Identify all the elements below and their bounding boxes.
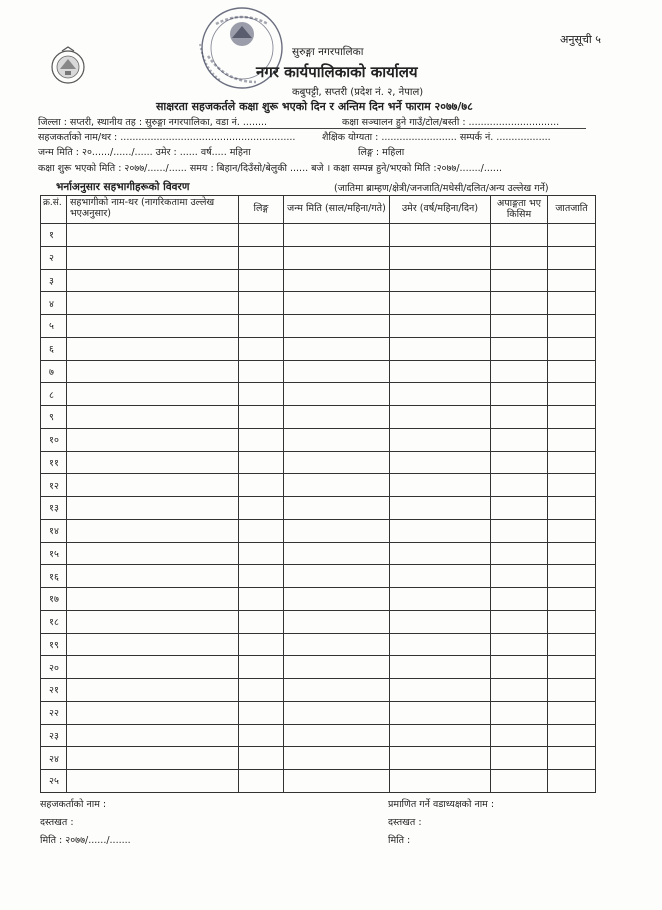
cell-dob[interactable] bbox=[284, 588, 390, 611]
cell-caste[interactable] bbox=[548, 588, 596, 611]
cell-age[interactable] bbox=[390, 406, 491, 429]
row-serial: २३ bbox=[41, 724, 67, 747]
office-address: कबुपट्टी, सप्तरी (प्रदेश नं. २, नेपाल) bbox=[292, 87, 424, 98]
cell-dob[interactable] bbox=[284, 292, 390, 315]
cell-name[interactable] bbox=[67, 656, 239, 679]
cell-name[interactable] bbox=[67, 701, 239, 724]
table-row bbox=[41, 565, 596, 588]
table-row bbox=[41, 701, 596, 724]
cell-caste[interactable] bbox=[548, 656, 596, 679]
cell-caste[interactable] bbox=[548, 474, 596, 497]
table-row bbox=[41, 633, 596, 656]
cell-disability[interactable] bbox=[491, 360, 548, 383]
cell-disability[interactable] bbox=[491, 269, 548, 292]
cell-age[interactable] bbox=[390, 315, 491, 338]
cell-name[interactable] bbox=[67, 337, 239, 360]
cell-name[interactable] bbox=[67, 246, 239, 269]
cell-age[interactable] bbox=[390, 747, 491, 770]
cell-disability[interactable] bbox=[491, 383, 548, 406]
section-heading: भर्नाअनुसार सहभागीहरूको विवरण bbox=[56, 181, 190, 193]
cell-age[interactable] bbox=[390, 428, 491, 451]
cell-caste[interactable] bbox=[548, 679, 596, 702]
row-serial: ९ bbox=[41, 406, 67, 429]
cell-gender[interactable] bbox=[239, 337, 284, 360]
cell-caste[interactable] bbox=[548, 610, 596, 633]
cell-dob[interactable] bbox=[284, 565, 390, 588]
date-left-label: मिति : २०७७/....../....... bbox=[40, 835, 131, 846]
cell-name[interactable] bbox=[67, 428, 239, 451]
row-serial: १३ bbox=[41, 497, 67, 520]
cell-disability[interactable] bbox=[491, 633, 548, 656]
col-serial: क्र.सं. bbox=[41, 196, 67, 224]
cell-name[interactable] bbox=[67, 474, 239, 497]
col-caste: जातजाति bbox=[548, 196, 596, 224]
cell-name[interactable] bbox=[67, 588, 239, 611]
facilitator-name-field: सहजकर्ताको नाम/थर : .......................................................... bbox=[38, 132, 296, 143]
table-row bbox=[41, 360, 596, 383]
cell-gender[interactable] bbox=[239, 269, 284, 292]
cell-gender[interactable] bbox=[239, 360, 284, 383]
cell-gender[interactable] bbox=[239, 519, 284, 542]
cell-name[interactable] bbox=[67, 451, 239, 474]
nepal-emblem-icon bbox=[48, 45, 88, 85]
row-serial: ३ bbox=[41, 269, 67, 292]
cell-gender[interactable] bbox=[239, 451, 284, 474]
cell-caste[interactable] bbox=[548, 542, 596, 565]
cell-name[interactable] bbox=[67, 747, 239, 770]
col-gender: लिङ्ग bbox=[239, 196, 284, 224]
row-serial: ११ bbox=[41, 451, 67, 474]
cell-disability[interactable] bbox=[491, 224, 548, 247]
cell-caste[interactable] bbox=[548, 747, 596, 770]
row-serial: १७ bbox=[41, 588, 67, 611]
cell-age[interactable] bbox=[390, 451, 491, 474]
cell-age[interactable] bbox=[390, 292, 491, 315]
cell-dob[interactable] bbox=[284, 451, 390, 474]
cell-age[interactable] bbox=[390, 588, 491, 611]
cell-dob[interactable] bbox=[284, 747, 390, 770]
cell-name[interactable] bbox=[67, 519, 239, 542]
cell-disability[interactable] bbox=[491, 497, 548, 520]
cell-caste[interactable] bbox=[548, 337, 596, 360]
table-row bbox=[41, 497, 596, 520]
col-dob: जन्म मिति (साल/महिना/गते) bbox=[284, 196, 390, 224]
caste-note: (जातिमा ब्राम्हण/क्षेत्री/जनजाति/मधेसी/दलित/अन्य उल्लेख गर्ने) bbox=[334, 183, 549, 194]
cell-dob[interactable] bbox=[284, 656, 390, 679]
row-serial: २२ bbox=[41, 701, 67, 724]
cell-caste[interactable] bbox=[548, 315, 596, 338]
cell-disability[interactable] bbox=[491, 337, 548, 360]
cell-dob[interactable] bbox=[284, 542, 390, 565]
cell-name[interactable] bbox=[67, 633, 239, 656]
cell-dob[interactable] bbox=[284, 497, 390, 520]
cell-caste[interactable] bbox=[548, 451, 596, 474]
cell-gender[interactable] bbox=[239, 679, 284, 702]
signature-right-label: दस्तखत : bbox=[388, 817, 422, 828]
row-serial: ६ bbox=[41, 337, 67, 360]
cell-name[interactable] bbox=[67, 383, 239, 406]
cell-dob[interactable] bbox=[284, 633, 390, 656]
cell-age[interactable] bbox=[390, 610, 491, 633]
cell-age[interactable] bbox=[390, 701, 491, 724]
cell-disability[interactable] bbox=[491, 679, 548, 702]
table-row bbox=[41, 428, 596, 451]
signature-left-label: दस्तखत : bbox=[40, 817, 74, 828]
row-serial: ८ bbox=[41, 383, 67, 406]
cell-gender[interactable] bbox=[239, 565, 284, 588]
cell-dob[interactable] bbox=[284, 724, 390, 747]
table-row bbox=[41, 474, 596, 497]
cell-dob[interactable] bbox=[284, 428, 390, 451]
cell-gender[interactable] bbox=[239, 770, 284, 793]
cell-name[interactable] bbox=[67, 406, 239, 429]
cell-name[interactable] bbox=[67, 497, 239, 520]
annex-number: अनुसूची ५ bbox=[560, 33, 601, 46]
cell-caste[interactable] bbox=[548, 770, 596, 793]
ward-chair-name-label: प्रमाणित गर्ने वडाध्यक्षको नाम : bbox=[388, 799, 495, 810]
row-serial: १६ bbox=[41, 565, 67, 588]
cell-caste[interactable] bbox=[548, 246, 596, 269]
table-row bbox=[41, 679, 596, 702]
table-row bbox=[41, 724, 596, 747]
cell-age[interactable] bbox=[390, 633, 491, 656]
table-row bbox=[41, 406, 596, 429]
cell-age[interactable] bbox=[390, 337, 491, 360]
date-right-label: मिति : bbox=[388, 835, 411, 846]
cell-dob[interactable] bbox=[284, 519, 390, 542]
cell-disability[interactable] bbox=[491, 474, 548, 497]
table-row bbox=[41, 519, 596, 542]
birthdate-age-field: जन्म मिति : २०....../....../...... उमेर : ...... वर्ष..... महिना bbox=[38, 147, 251, 158]
row-serial: २ bbox=[41, 246, 67, 269]
class-schedule-field: कक्षा शुरू भएको मिति : २०७७/....../...... समय : बिहान/दिउँसो/बेलुकी ...... बजे । कक्षा सम्पन्न हुने/भएको मिति :२०७७/......./...... bbox=[38, 163, 502, 174]
table-row bbox=[41, 315, 596, 338]
cell-disability[interactable] bbox=[491, 315, 548, 338]
cell-name[interactable] bbox=[67, 724, 239, 747]
row-serial: १५ bbox=[41, 542, 67, 565]
cell-gender[interactable] bbox=[239, 474, 284, 497]
row-serial: १२ bbox=[41, 474, 67, 497]
cell-age[interactable] bbox=[390, 542, 491, 565]
cell-gender[interactable] bbox=[239, 656, 284, 679]
cell-name[interactable] bbox=[67, 315, 239, 338]
cell-caste[interactable] bbox=[548, 292, 596, 315]
cell-caste[interactable] bbox=[548, 701, 596, 724]
municipality-name: सुरुङ्गा नगरपालिका bbox=[292, 46, 364, 58]
qualification-contact-field: शैक्षिक योग्यता : ......................... सम्पर्क नं. .................. bbox=[322, 132, 551, 143]
cell-disability[interactable] bbox=[491, 406, 548, 429]
cell-name[interactable] bbox=[67, 360, 239, 383]
cell-name[interactable] bbox=[67, 224, 239, 247]
row-serial: २० bbox=[41, 656, 67, 679]
cell-dob[interactable] bbox=[284, 701, 390, 724]
cell-age[interactable] bbox=[390, 679, 491, 702]
cell-disability[interactable] bbox=[491, 565, 548, 588]
cell-gender[interactable] bbox=[239, 292, 284, 315]
cell-disability[interactable] bbox=[491, 246, 548, 269]
cell-dob[interactable] bbox=[284, 474, 390, 497]
row-serial: १८ bbox=[41, 610, 67, 633]
table-row bbox=[41, 337, 596, 360]
office-stamp-icon bbox=[186, 4, 286, 100]
cell-gender[interactable] bbox=[239, 701, 284, 724]
class-location-field: कक्षा सञ्चालन हुने गाउँ/टोल/बस्ती : .............................. bbox=[342, 117, 560, 128]
table-row bbox=[41, 246, 596, 269]
office-title: नगर कार्यपालिकाको कार्यालय bbox=[256, 63, 418, 81]
cell-name[interactable] bbox=[67, 269, 239, 292]
cell-disability[interactable] bbox=[491, 542, 548, 565]
cell-gender[interactable] bbox=[239, 224, 284, 247]
cell-age[interactable] bbox=[390, 770, 491, 793]
cell-gender[interactable] bbox=[239, 633, 284, 656]
row-serial: २४ bbox=[41, 747, 67, 770]
cell-age[interactable] bbox=[390, 497, 491, 520]
cell-disability[interactable] bbox=[491, 292, 548, 315]
table-header-row bbox=[41, 196, 596, 224]
divider bbox=[38, 128, 586, 129]
cell-caste[interactable] bbox=[548, 519, 596, 542]
cell-name[interactable] bbox=[67, 679, 239, 702]
cell-age[interactable] bbox=[390, 246, 491, 269]
row-serial: १ bbox=[41, 224, 67, 247]
row-serial: २१ bbox=[41, 679, 67, 702]
table-row bbox=[41, 224, 596, 247]
cell-disability[interactable] bbox=[491, 610, 548, 633]
district-line: जिल्ला : सप्तरी, स्थानीय तह : सुरुङ्गा नगरपालिका, वडा नं. ........ bbox=[38, 117, 268, 128]
cell-age[interactable] bbox=[390, 565, 491, 588]
cell-name[interactable] bbox=[67, 542, 239, 565]
cell-gender[interactable] bbox=[239, 246, 284, 269]
row-serial: १० bbox=[41, 428, 67, 451]
cell-gender[interactable] bbox=[239, 747, 284, 770]
cell-gender[interactable] bbox=[239, 383, 284, 406]
cell-dob[interactable] bbox=[284, 269, 390, 292]
row-serial: १९ bbox=[41, 633, 67, 656]
table-row bbox=[41, 588, 596, 611]
cell-caste[interactable] bbox=[548, 360, 596, 383]
cell-caste[interactable] bbox=[548, 383, 596, 406]
cell-gender[interactable] bbox=[239, 610, 284, 633]
table-row bbox=[41, 610, 596, 633]
cell-age[interactable] bbox=[390, 224, 491, 247]
cell-gender[interactable] bbox=[239, 497, 284, 520]
table-row bbox=[41, 656, 596, 679]
cell-disability[interactable] bbox=[491, 747, 548, 770]
col-name: सहभागीको नाम-थर (नागरिकतामा उल्लेख भएअनुसार) bbox=[67, 196, 239, 224]
cell-dob[interactable] bbox=[284, 315, 390, 338]
cell-age[interactable] bbox=[390, 269, 491, 292]
cell-dob[interactable] bbox=[284, 224, 390, 247]
cell-caste[interactable] bbox=[548, 565, 596, 588]
cell-caste[interactable] bbox=[548, 633, 596, 656]
row-serial: २५ bbox=[41, 770, 67, 793]
table-row bbox=[41, 542, 596, 565]
table-row bbox=[41, 747, 596, 770]
col-age: उमेर (वर्ष/महिना/दिन) bbox=[390, 196, 491, 224]
cell-disability[interactable] bbox=[491, 588, 548, 611]
table-row bbox=[41, 451, 596, 474]
cell-name[interactable] bbox=[67, 565, 239, 588]
cell-caste[interactable] bbox=[548, 497, 596, 520]
cell-name[interactable] bbox=[67, 292, 239, 315]
cell-dob[interactable] bbox=[284, 337, 390, 360]
table-row bbox=[41, 292, 596, 315]
cell-dob[interactable] bbox=[284, 360, 390, 383]
table-row bbox=[41, 383, 596, 406]
facilitator-name-label: सहजकर्ताको नाम : bbox=[40, 799, 107, 810]
form-title: साक्षरता सहजकर्तले कक्षा शुरू भएको दिन र अन्तिम दिन भर्ने फाराम २०७७/७८ bbox=[156, 100, 473, 113]
cell-gender[interactable] bbox=[239, 724, 284, 747]
cell-gender[interactable] bbox=[239, 406, 284, 429]
cell-disability[interactable] bbox=[491, 519, 548, 542]
cell-caste[interactable] bbox=[548, 224, 596, 247]
cell-disability[interactable] bbox=[491, 701, 548, 724]
cell-gender[interactable] bbox=[239, 428, 284, 451]
cell-caste[interactable] bbox=[548, 406, 596, 429]
cell-age[interactable] bbox=[390, 656, 491, 679]
cell-caste[interactable] bbox=[548, 428, 596, 451]
cell-disability[interactable] bbox=[491, 724, 548, 747]
cell-gender[interactable] bbox=[239, 588, 284, 611]
cell-dob[interactable] bbox=[284, 383, 390, 406]
cell-dob[interactable] bbox=[284, 679, 390, 702]
cell-dob[interactable] bbox=[284, 406, 390, 429]
cell-gender[interactable] bbox=[239, 542, 284, 565]
row-serial: १४ bbox=[41, 519, 67, 542]
cell-caste[interactable] bbox=[548, 724, 596, 747]
cell-caste[interactable] bbox=[548, 269, 596, 292]
col-disability: अपाङ्गता भए किसिम bbox=[491, 196, 548, 224]
cell-dob[interactable] bbox=[284, 610, 390, 633]
cell-gender[interactable] bbox=[239, 315, 284, 338]
participants-table bbox=[40, 195, 596, 793]
cell-disability[interactable] bbox=[491, 428, 548, 451]
table-row bbox=[41, 269, 596, 292]
cell-age[interactable] bbox=[390, 474, 491, 497]
row-serial: ७ bbox=[41, 360, 67, 383]
row-serial: ५ bbox=[41, 315, 67, 338]
cell-name[interactable] bbox=[67, 610, 239, 633]
cell-disability[interactable] bbox=[491, 656, 548, 679]
cell-age[interactable] bbox=[390, 724, 491, 747]
cell-age[interactable] bbox=[390, 383, 491, 406]
table-row bbox=[41, 770, 596, 793]
cell-name[interactable] bbox=[67, 770, 239, 793]
cell-dob[interactable] bbox=[284, 246, 390, 269]
cell-disability[interactable] bbox=[491, 451, 548, 474]
row-serial: ४ bbox=[41, 292, 67, 315]
cell-disability[interactable] bbox=[491, 770, 548, 793]
cell-age[interactable] bbox=[390, 360, 491, 383]
cell-age[interactable] bbox=[390, 519, 491, 542]
gender-field: लिङ्ग : महिला bbox=[358, 147, 405, 158]
cell-dob[interactable] bbox=[284, 770, 390, 793]
